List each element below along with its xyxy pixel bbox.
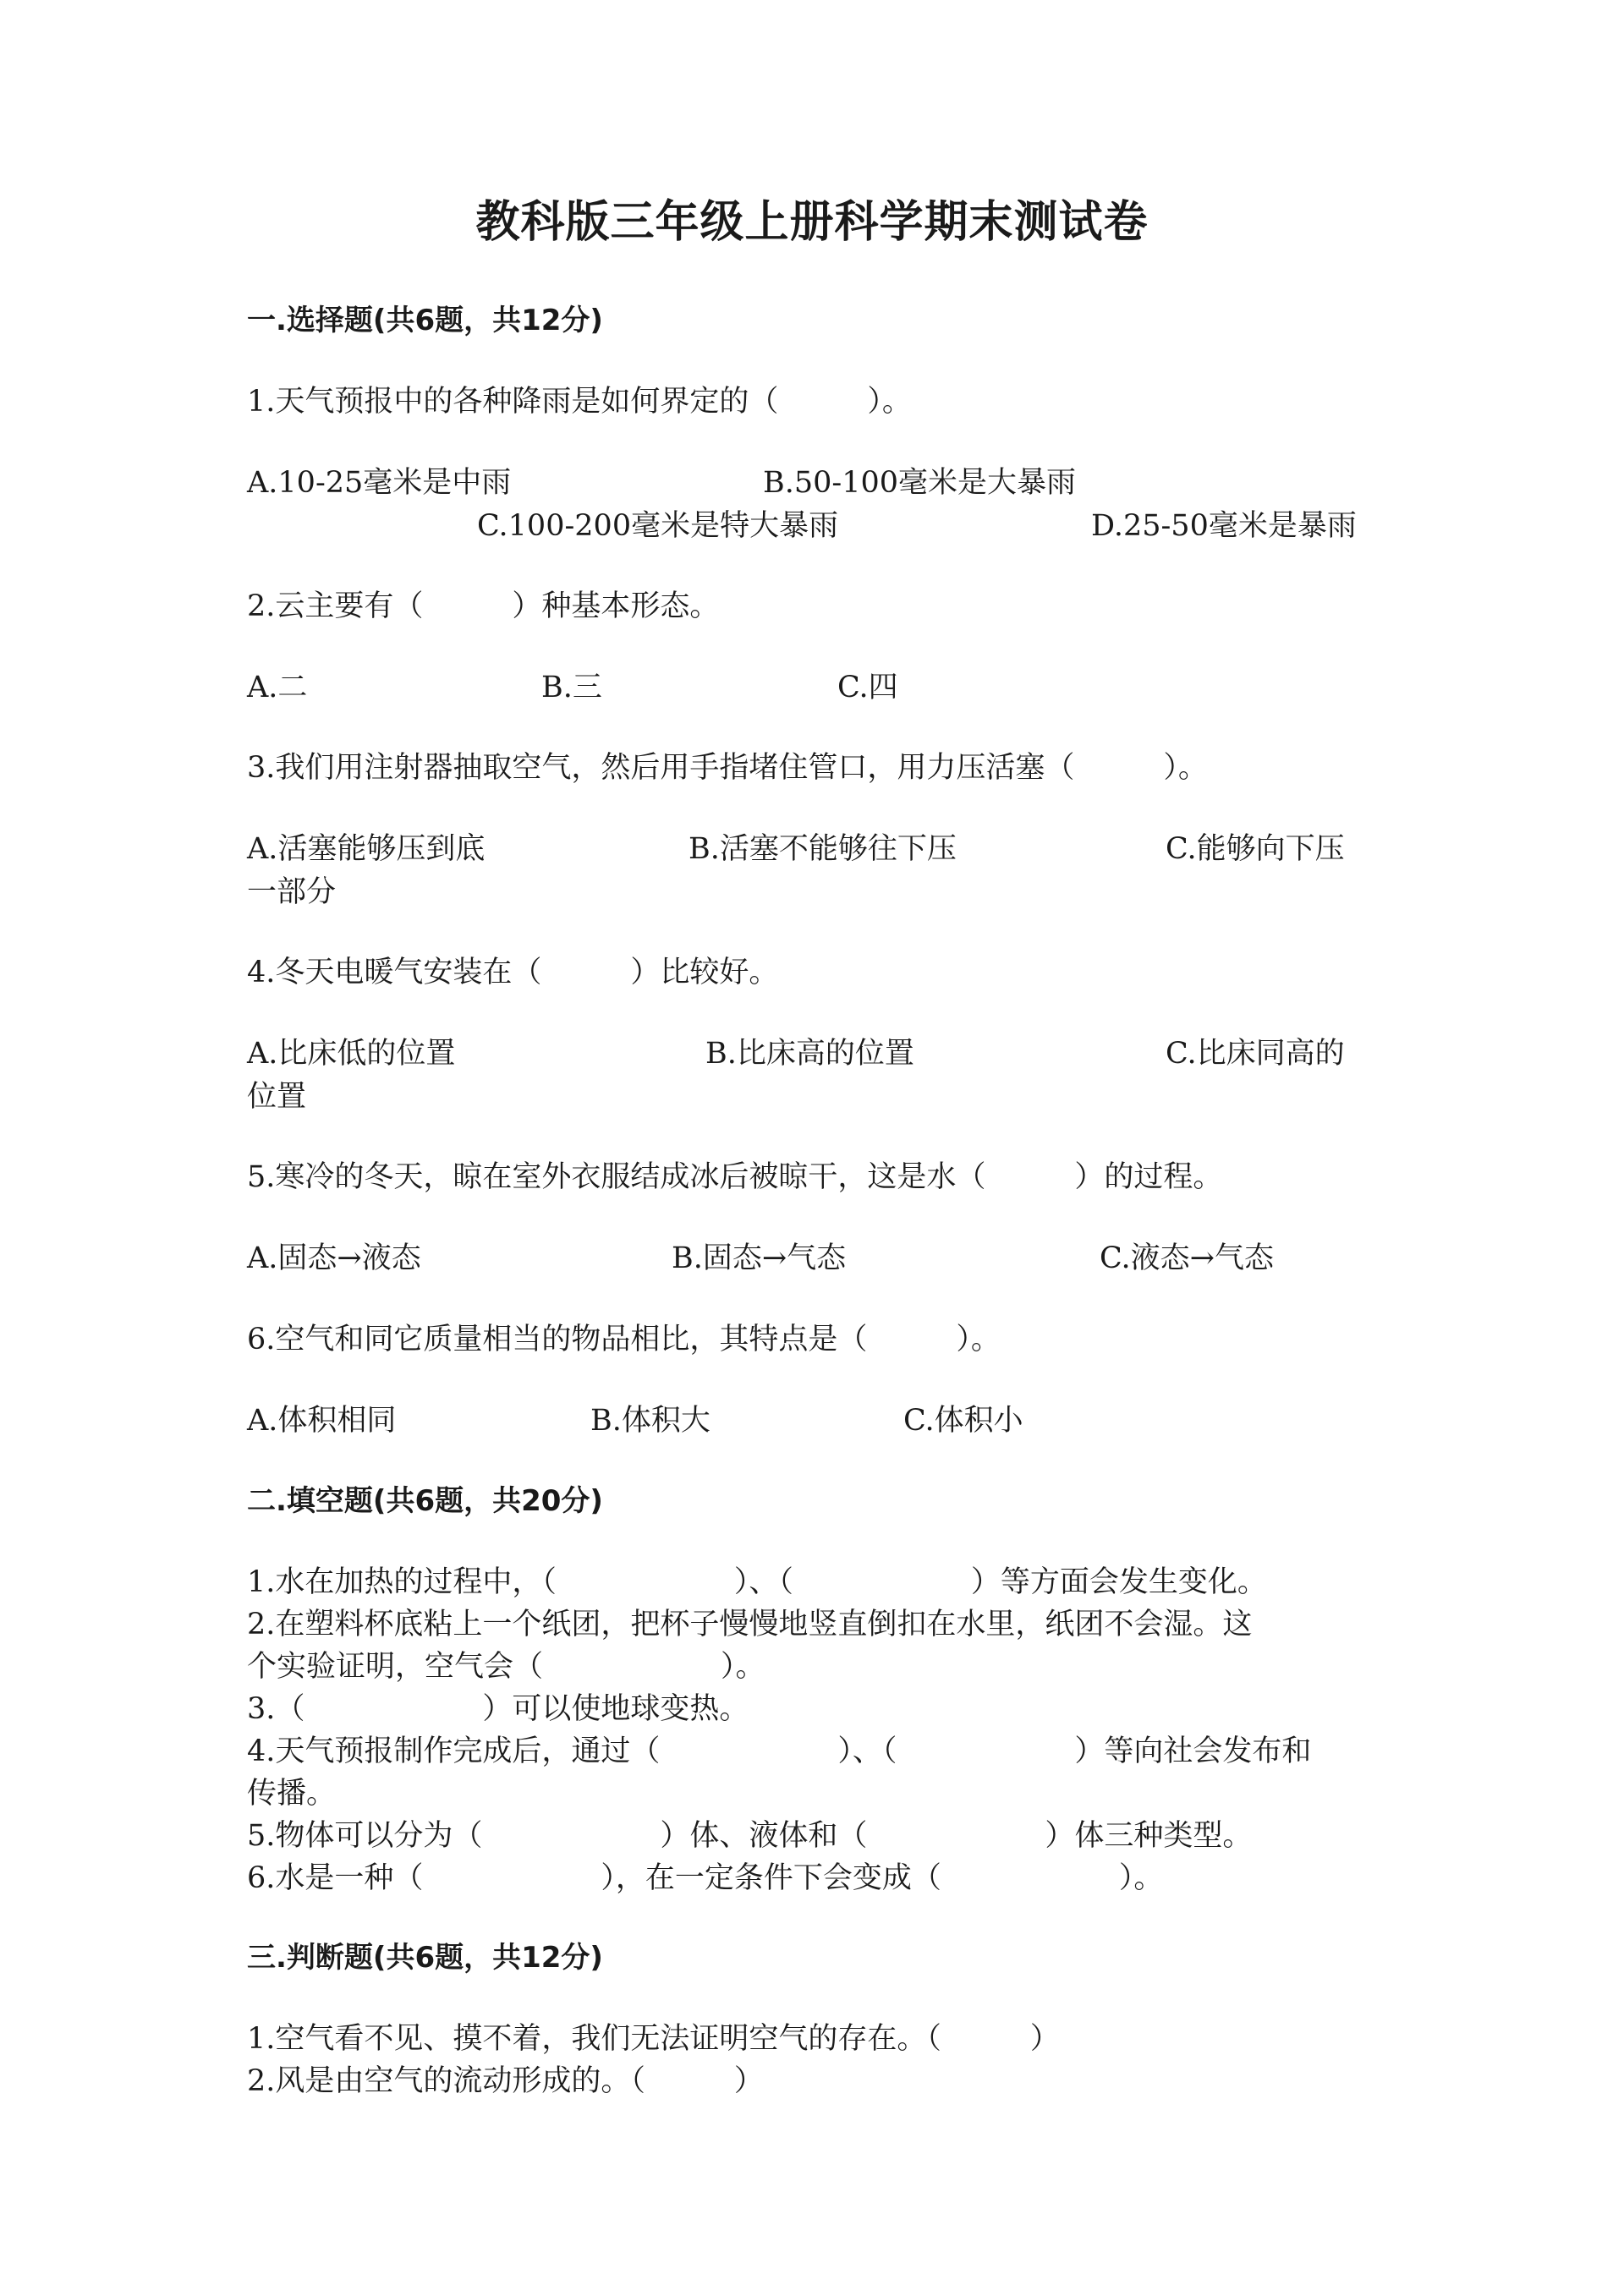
fill-line: 3.（ ）可以使地球变热。	[247, 1692, 749, 1726]
option-b: B.体积大	[590, 1404, 710, 1438]
section-heading-choice: 一.选择题(共6题，共12分)	[247, 304, 603, 337]
option-b: B.三	[541, 671, 602, 704]
fill-line: 个实验证明，空气会（ ）。	[247, 1650, 765, 1684]
fill-line: 6.水是一种（ ），在一定条件下会变成（ ）。	[247, 1861, 1164, 1895]
fill-line: 2.在塑料杯底粘上一个纸团，把杯子慢慢地竖直倒扣在水里，纸团不会湿。这	[247, 1608, 1253, 1641]
option-c: C.比床同高的	[1166, 1037, 1345, 1071]
judge-line: 1.空气看不见、摸不着，我们无法证明空气的存在。（ ）	[247, 2022, 1060, 2056]
option-b: B.固态→气态	[672, 1241, 847, 1275]
option-c: C.100-200毫米是特大暴雨	[477, 509, 839, 543]
section-heading-fill: 二.填空题(共6题，共20分)	[247, 1484, 603, 1518]
option-a: A.二	[247, 671, 308, 704]
option-c: C.液态→气态	[1100, 1241, 1274, 1275]
question-stem: 4.冬天电暖气安装在（ ）比较好。	[247, 956, 779, 989]
option-c-continued: 一部分	[247, 875, 337, 909]
option-c-continued: 位置	[247, 1080, 307, 1114]
fill-line: 4.天气预报制作完成后，通过（ ）、（ ）等向社会发布和	[247, 1734, 1312, 1768]
option-b: B.活塞不能够往下压	[689, 832, 957, 866]
question-stem: 1.天气预报中的各种降雨是如何界定的（ ）。	[247, 385, 912, 419]
fill-line: 传播。	[247, 1777, 337, 1811]
fill-line: 5.物体可以分为（ ）体、液体和（ ）体三种类型。	[247, 1819, 1253, 1853]
option-a: A.固态→液态	[247, 1241, 421, 1275]
question-stem: 5.寒冷的冬天，晾在室外衣服结成冰后被晾干，这是水（ ）的过程。	[247, 1160, 1223, 1194]
option-c: C.体积小	[903, 1404, 1023, 1438]
option-a: A.10-25毫米是中雨	[247, 466, 512, 500]
option-a: A.体积相同	[247, 1404, 397, 1438]
option-a: A.活塞能够压到底	[247, 832, 486, 866]
option-b: B.比床高的位置	[705, 1037, 914, 1071]
question-stem: 6.空气和同它质量相当的物品相比，其特点是（ ）。	[247, 1323, 1001, 1356]
section-heading-judge: 三.判断题(共6题，共12分)	[247, 1941, 603, 1975]
page-title: 教科版三年级上册科学期末测试卷	[475, 197, 1149, 248]
option-d: D.25-50毫米是暴雨	[1091, 509, 1357, 543]
question-stem: 2.云主要有（ ）种基本形态。	[247, 589, 720, 623]
option-c: C.能够向下压	[1166, 832, 1345, 866]
question-stem: 3.我们用注射器抽取空气，然后用手指堵住管口，用力压活塞（ ）。	[247, 751, 1208, 785]
option-a: A.比床低的位置	[247, 1037, 456, 1071]
fill-line: 1.水在加热的过程中，（ ）、（ ）等方面会发生变化。	[247, 1565, 1267, 1599]
judge-line: 2.风是由空气的流动形成的。（ ）	[247, 2064, 764, 2098]
option-b: B.50-100毫米是大暴雨	[763, 466, 1077, 500]
option-c: C.四	[837, 671, 898, 704]
